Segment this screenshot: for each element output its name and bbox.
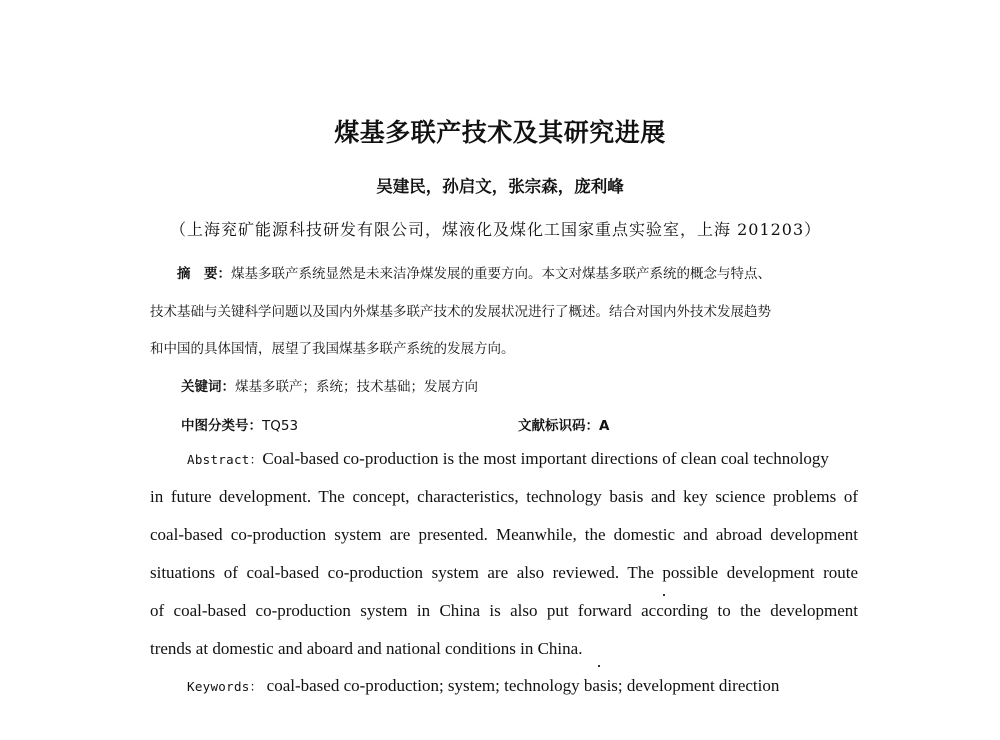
document-code bbox=[518, 414, 609, 434]
abstract-en-line-5: of coal-based co-production system in China is also put forward according to the development bbox=[150, 601, 858, 620]
abstract-en-line-4: situations of coal-based co-production system are also reviewed. The possible development route bbox=[150, 563, 858, 582]
affiliation: （上海兖矿能源科技研发有限公司，煤液化及煤化工国家重点实验室，上海 201203） bbox=[170, 220, 822, 239]
scan-speck bbox=[663, 594, 665, 596]
document-code-value: A bbox=[599, 418, 610, 434]
classification-number bbox=[181, 414, 298, 434]
scan-speck bbox=[598, 665, 600, 667]
abstract-cn-text-1: 煤基多联产系统显然是未来洁净煤发展的重要方向。本文对煤基多联产系统的概念与特点、 bbox=[231, 266, 771, 282]
document-code-label: 文献标识码： bbox=[518, 418, 599, 434]
keywords-cn bbox=[181, 375, 478, 395]
keywords-en-label: Keywords： bbox=[187, 679, 263, 694]
abstract-cn-line-1 bbox=[177, 262, 771, 282]
author-list: 吴建民，孙启文，张宗森，庞利峰 bbox=[376, 177, 624, 196]
abstract-en-text-1: Coal-based co-production is the most important directions of clean coal technology bbox=[262, 449, 829, 468]
classification-label: 中图分类号： bbox=[181, 418, 262, 434]
abstract-en-label: Abstract： bbox=[187, 452, 263, 467]
classification-value: TQ53 bbox=[262, 418, 299, 434]
keywords-cn-label: 关键词： bbox=[181, 379, 235, 395]
abstract-en-line-1 bbox=[187, 449, 858, 469]
paper-title: 煤基多联产技术及其研究进展 bbox=[334, 118, 666, 147]
abstract-cn-line-3: 和中国的具体国情，展望了我国煤基多联产系统的发展方向。 bbox=[150, 341, 515, 357]
keywords-cn-value: 煤基多联产；系统；技术基础；发展方向 bbox=[235, 379, 478, 395]
abstract-cn-label: 摘 要： bbox=[177, 266, 231, 282]
keywords-en bbox=[187, 676, 779, 696]
abstract-en-line-6: trends at domestic and aboard and national conditions in China. bbox=[150, 639, 583, 658]
abstract-en-line-2: in future development. The concept, characteristics, technology basis and key science problems of bbox=[150, 487, 858, 506]
keywords-en-value: coal-based co-production; system; technology basis; development direction bbox=[266, 676, 780, 695]
abstract-cn-line-2: 技术基础与关键科学问题以及国内外煤基多联产技术的发展状况进行了概述。结合对国内外技术发展趋势 bbox=[150, 304, 771, 320]
abstract-en-line-3: coal-based co-production system are presented. Meanwhile, the domestic and abroad development bbox=[150, 525, 858, 544]
